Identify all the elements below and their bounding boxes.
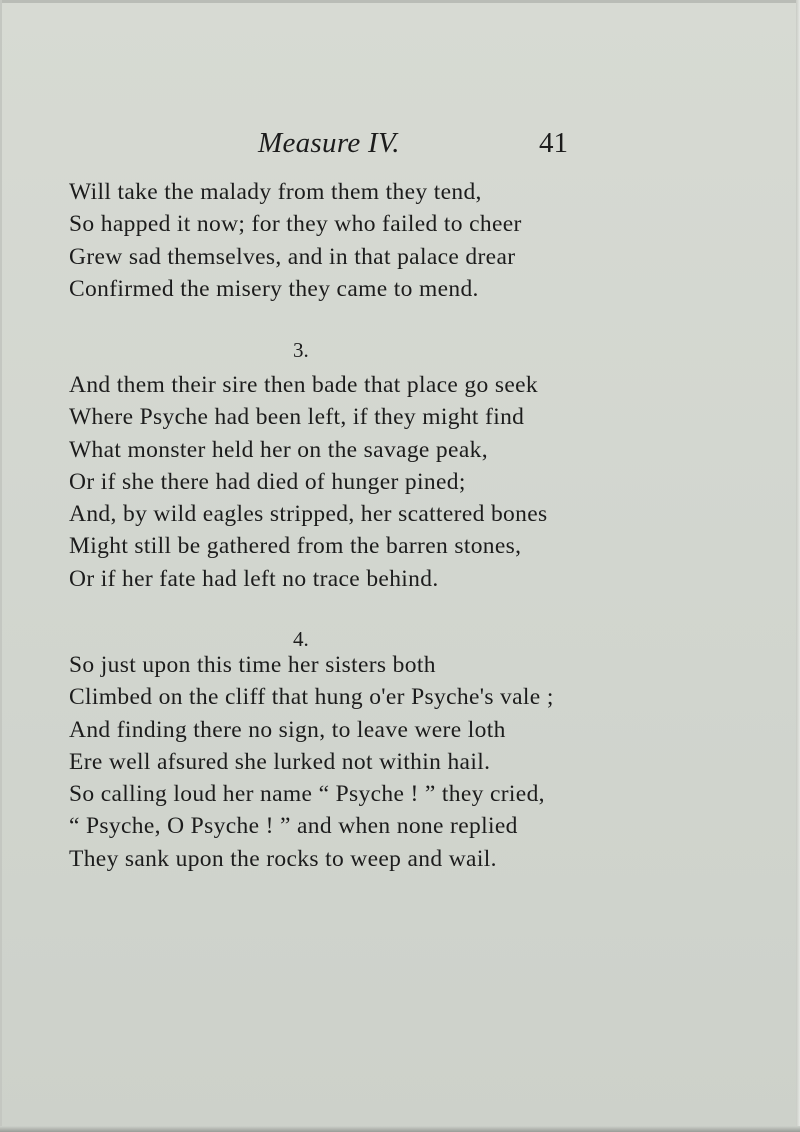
verse-line: Ere well afsured she lurked not within hail. — [69, 748, 491, 775]
page-edge-right — [796, 0, 800, 1132]
verse-line: Grew sad themselves, and in that palace drear — [69, 243, 516, 270]
page-edge-left — [0, 0, 2, 1132]
page-edge-bottom — [0, 1126, 800, 1132]
verse-line: Or if she there had died of hunger pined; — [69, 468, 466, 495]
verse-line: They sank upon the rocks to weep and wail. — [69, 845, 497, 872]
verse-line: So just upon this time her sisters both — [69, 652, 436, 678]
verse-line: Might still be gathered from the barren stones, — [69, 533, 522, 560]
stanza-number-3: 3. — [293, 338, 309, 362]
verse-line: Climbed on the cliff that hung o'er Psyche's vale ; — [69, 684, 554, 711]
verse-line: And them their sire then bade that place go seek — [69, 372, 539, 398]
stanza-continuation — [69, 176, 522, 305]
verse-line: And finding there no sign, to leave were loth — [69, 716, 506, 743]
page-edge-top — [0, 0, 800, 3]
verse-line: So happed it now; for they who failed to cheer — [69, 211, 522, 238]
running-title: Measure IV. — [258, 127, 400, 159]
verse-line: What monster held her on the savage peak, — [69, 436, 488, 463]
verse-line: Confirmed the misery they came to mend. — [69, 275, 479, 302]
verse-line: So calling loud her name “ Psyche ! ” they cried, — [69, 781, 545, 808]
verse-line: Or if her fate had left no trace behind. — [69, 565, 439, 592]
verse-line: Where Psyche had been left, if they might find — [69, 404, 525, 431]
stanza-3 — [69, 369, 548, 595]
verse-line: Will take the malady from them they tend, — [69, 179, 482, 205]
verse-line: “ Psyche, O Psyche ! ” and when none replied — [69, 813, 518, 840]
stanza-number-4: 4. — [293, 627, 309, 651]
verse-line: And, by wild eagles stripped, her scattered bones — [69, 501, 548, 528]
page-header — [0, 127, 800, 167]
stanza-4 — [69, 649, 554, 875]
page-number: 41 — [539, 127, 568, 159]
